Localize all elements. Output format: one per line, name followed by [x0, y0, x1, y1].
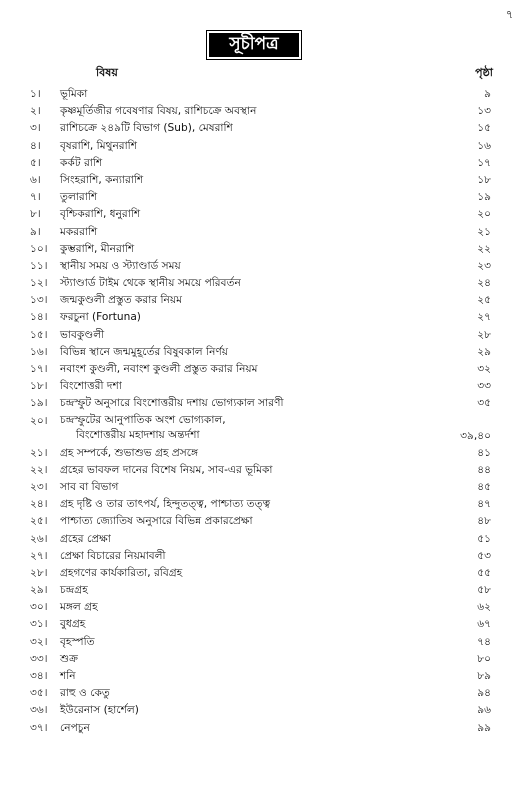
entry-title: প্রেক্ষা বিচারের নিয়মাবলী: [60, 549, 166, 562]
entry-page: ৫৩: [477, 549, 491, 562]
toc-entry: [0, 651, 531, 668]
entry-title: মঙ্গল গ্রহ: [60, 601, 98, 614]
entry-title: রাশিচক্রে ২৪৯টি বিভাগ (Sub), মেষরাশি: [60, 122, 233, 135]
entry-number: ১৬।: [30, 345, 48, 358]
entry-title: বিংশোত্তরী দশা: [60, 380, 122, 393]
toc-entry: [0, 720, 531, 737]
entry-page: ৮০: [477, 652, 491, 665]
entry-page: ৪৮: [477, 515, 491, 528]
entry-title: তুলারাশি: [60, 191, 98, 204]
entry-title: জন্মকুণ্ডলী প্রস্তুত করার নিয়ম: [60, 294, 183, 307]
entry-page: ২৮: [477, 328, 491, 341]
toc-entry: [0, 361, 531, 378]
toc-entry: [0, 327, 531, 344]
toc-entry: [0, 548, 531, 565]
entry-number: ২২।: [30, 463, 48, 476]
entry-page: ৩৯,৪০: [460, 429, 491, 442]
entry-title: গ্রহগণের কার্যকারিতা, রবিগ্রহ: [60, 566, 183, 579]
toc-entry: [0, 582, 531, 599]
entry-page: ৯: [484, 88, 491, 100]
entry-title: গ্রহের ভাবফল দানের বিশেষ নিয়ম, সাব-এর ভূমিকা: [60, 463, 273, 476]
entry-page: ৫৫: [477, 566, 491, 579]
entry-page: ১৫: [477, 122, 491, 135]
entry-title: বৃষরাশি, মিথুনরাশি: [60, 139, 137, 152]
entry-number: ৬।: [30, 173, 41, 186]
entry-title: কর্কট রাশি: [60, 156, 103, 169]
entry-title: ফরচুনা (Fortuna): [60, 311, 141, 324]
entry-page: ২২: [477, 242, 491, 255]
toc-entry: [0, 241, 531, 258]
entry-number: ৩১।: [30, 618, 48, 631]
entry-title: পাশ্চাত্য জ্যোতিষ অনুসারে বিভিন্ন প্রকারপ্রেক্ষা: [60, 515, 253, 528]
entry-number: ৯।: [30, 225, 41, 238]
entry-title: বুধগ্রহ: [60, 618, 86, 631]
entry-page: ১৭: [477, 156, 491, 169]
entry-title: নেপচুন: [60, 721, 90, 734]
entry-number: ১।: [30, 88, 41, 100]
toc-entry: [0, 496, 531, 513]
entry-number: ২০।: [30, 414, 48, 427]
entry-number: ৭।: [30, 191, 41, 204]
page-title: সূচীপত্র: [209, 33, 299, 57]
entry-title: গ্রহের প্রেক্ষা: [60, 532, 111, 545]
entry-page: ৮৯: [477, 670, 491, 682]
entry-page: ২৯: [477, 345, 491, 358]
page-column-header: পৃষ্ঠা: [475, 66, 493, 79]
entry-page: ৩৫: [477, 397, 491, 410]
toc-entry: [0, 513, 531, 530]
entry-number: ১৭।: [30, 363, 48, 375]
entry-title: বিভিন্ন স্থানে জন্মমুহূর্তের বিষুবকাল নির্ণয়: [60, 345, 229, 358]
toc-entry: [0, 531, 531, 548]
toc-entry: [0, 413, 531, 445]
entry-title: গ্রহ সম্পর্কে, শুভাশুভ গ্রহ প্রসঙ্গে: [60, 446, 199, 459]
entry-number: ৫।: [30, 156, 41, 169]
table-of-contents: [0, 86, 531, 737]
entry-title: ভূমিকা: [60, 88, 88, 100]
toc-entry: [0, 462, 531, 479]
entry-number: ২।: [30, 105, 41, 118]
entry-title: ভাবকুণ্ডলী: [60, 328, 105, 341]
toc-entry: [0, 172, 531, 189]
toc-entry: [0, 292, 531, 309]
entry-page: ৬৭: [477, 618, 491, 631]
toc-entry: [0, 86, 531, 103]
toc-entry: [0, 395, 531, 412]
entry-title: গ্রহ দৃষ্টি ও তার তাৎপর্য, হিন্দুতত্ত্ব, পাশ্চাত্য তত্ত্ব: [60, 498, 271, 511]
toc-entry: [0, 344, 531, 361]
entry-title: চন্দ্রগ্রহ: [60, 584, 88, 597]
entry-title-line-2: বিংশোত্তরীয় মহাদশায় অন্তর্দশা: [76, 428, 200, 441]
entry-page: ২৪: [477, 277, 491, 290]
toc-entry: [0, 445, 531, 462]
title-box: [206, 30, 302, 60]
entry-title: স্থানীয় সময় ও স্ট্যাণ্ডার্ড সময়: [60, 259, 181, 272]
entry-title-line-1: চন্দ্রস্ফুটের আনুপাতিক অংশ ভোগ্যকাল,: [60, 413, 226, 426]
entry-number: ৩৫।: [30, 687, 48, 700]
entry-page: ২৭: [477, 311, 491, 324]
entry-number: ৩৩।: [30, 652, 48, 665]
entry-page: ১৯: [477, 191, 491, 204]
toc-entry: [0, 155, 531, 172]
entry-title: শুক্র: [60, 652, 78, 665]
toc-entry: [0, 224, 531, 241]
entry-title: সিংহরাশি, কন্যারাশি: [60, 173, 144, 186]
subject-column-header: বিষয়: [96, 66, 118, 79]
entry-title: বৃহস্পতি: [60, 635, 95, 648]
toc-entry: [0, 120, 531, 137]
entry-page: ৫১: [477, 532, 491, 545]
entry-number: ৮।: [30, 208, 41, 221]
entry-page: ৯৪: [477, 687, 491, 700]
entry-number: ৩।: [30, 122, 41, 135]
toc-entry: [0, 275, 531, 292]
entry-title: কুম্ভরাশি, মীনরাশি: [60, 242, 135, 255]
entry-number: ২৭।: [30, 549, 48, 562]
entry-page: ৯৬: [477, 704, 491, 717]
entry-number: ২৩।: [30, 480, 48, 493]
toc-entry: [0, 189, 531, 206]
entry-page: ৪১: [477, 446, 491, 459]
toc-entry: [0, 685, 531, 702]
entry-number: ৩৭।: [30, 721, 48, 734]
entry-title: রাহু ও কেতু: [60, 687, 110, 700]
entry-number: ১৫।: [30, 328, 48, 341]
entry-number: ৩০।: [30, 601, 48, 614]
entry-number: ২৯।: [30, 584, 48, 597]
toc-entry: [0, 479, 531, 496]
entry-page: ৩২: [477, 363, 491, 375]
entry-page: ৯৯: [477, 721, 491, 734]
entry-title: নবাংশ কুণ্ডলী, নবাংশ কুণ্ডলী প্রস্তুত করার নিয়ম: [60, 363, 258, 375]
entry-page: ১৬: [477, 139, 491, 152]
entry-page: ২৩: [477, 259, 491, 272]
entry-title: বৃশ্চিকরাশি, ধনুরাশি: [60, 208, 141, 221]
entry-number: ৩২।: [30, 635, 48, 648]
entry-number: ১৪।: [30, 311, 48, 324]
entry-title: চন্দ্রস্ফুট অনুসারে বিংশোত্তরীয় দশায় ভোগ্যকাল সারণী: [60, 397, 284, 410]
entry-title: ইউরেনাস (হার্শেল): [60, 704, 139, 717]
entry-number: ৩৬।: [30, 704, 48, 717]
toc-entry: [0, 378, 531, 395]
entry-number: ১০।: [30, 242, 48, 255]
entry-page: ২১: [477, 225, 491, 238]
toc-entry: [0, 138, 531, 155]
entry-number: ২৪।: [30, 498, 48, 511]
toc-entry: [0, 599, 531, 616]
toc-entry: [0, 616, 531, 633]
toc-entry: [0, 206, 531, 223]
entry-page: ২০: [477, 208, 491, 221]
entry-title: স্ট্যাণ্ডার্ড টাইম থেকে স্থানীয় সময়ে পরিবর্তন: [60, 277, 241, 290]
entry-number: ২৫।: [30, 515, 48, 528]
entry-number: ২৮।: [30, 566, 48, 579]
page-number: ৭: [505, 8, 513, 21]
entry-page: ৩৩: [477, 380, 491, 393]
toc-entry: [0, 309, 531, 326]
entry-page: ২৫: [477, 294, 491, 307]
entry-title: [60, 413, 440, 443]
toc-entry: [0, 103, 531, 120]
entry-number: ১৮।: [30, 380, 48, 393]
entry-number: ২১।: [30, 446, 48, 459]
entry-page: ৪৫: [477, 480, 491, 493]
entry-number: ১২।: [30, 277, 48, 290]
entry-title: সাব বা বিভাগ: [60, 480, 119, 493]
entry-number: ১৯।: [30, 397, 48, 410]
entry-number: ১৩।: [30, 294, 48, 307]
entry-page: ১৩: [477, 105, 491, 118]
toc-entry: [0, 634, 531, 651]
entry-number: ৩৪।: [30, 670, 48, 682]
entry-page: ৫৮: [477, 584, 491, 597]
toc-entry: [0, 668, 531, 685]
entry-number: ২৬।: [30, 532, 48, 545]
entry-page: ৪৭: [477, 498, 491, 511]
entry-page: ৭৪: [477, 635, 491, 648]
entry-title: শনি: [60, 670, 76, 682]
entry-page: ৪৪: [477, 463, 491, 476]
toc-entry: [0, 258, 531, 275]
entry-title: মকররাশি: [60, 225, 98, 238]
entry-title: কৃষ্ণমূর্তিজীর গবেষণার বিষয়, রাশিচক্রে অবস্থান: [60, 105, 257, 118]
entry-page: ১৮: [477, 173, 491, 186]
toc-entry: [0, 565, 531, 582]
entry-page: ৬২: [477, 601, 491, 614]
entry-number: ১১।: [30, 259, 48, 272]
toc-entry: [0, 702, 531, 719]
entry-number: ৪।: [30, 139, 41, 152]
